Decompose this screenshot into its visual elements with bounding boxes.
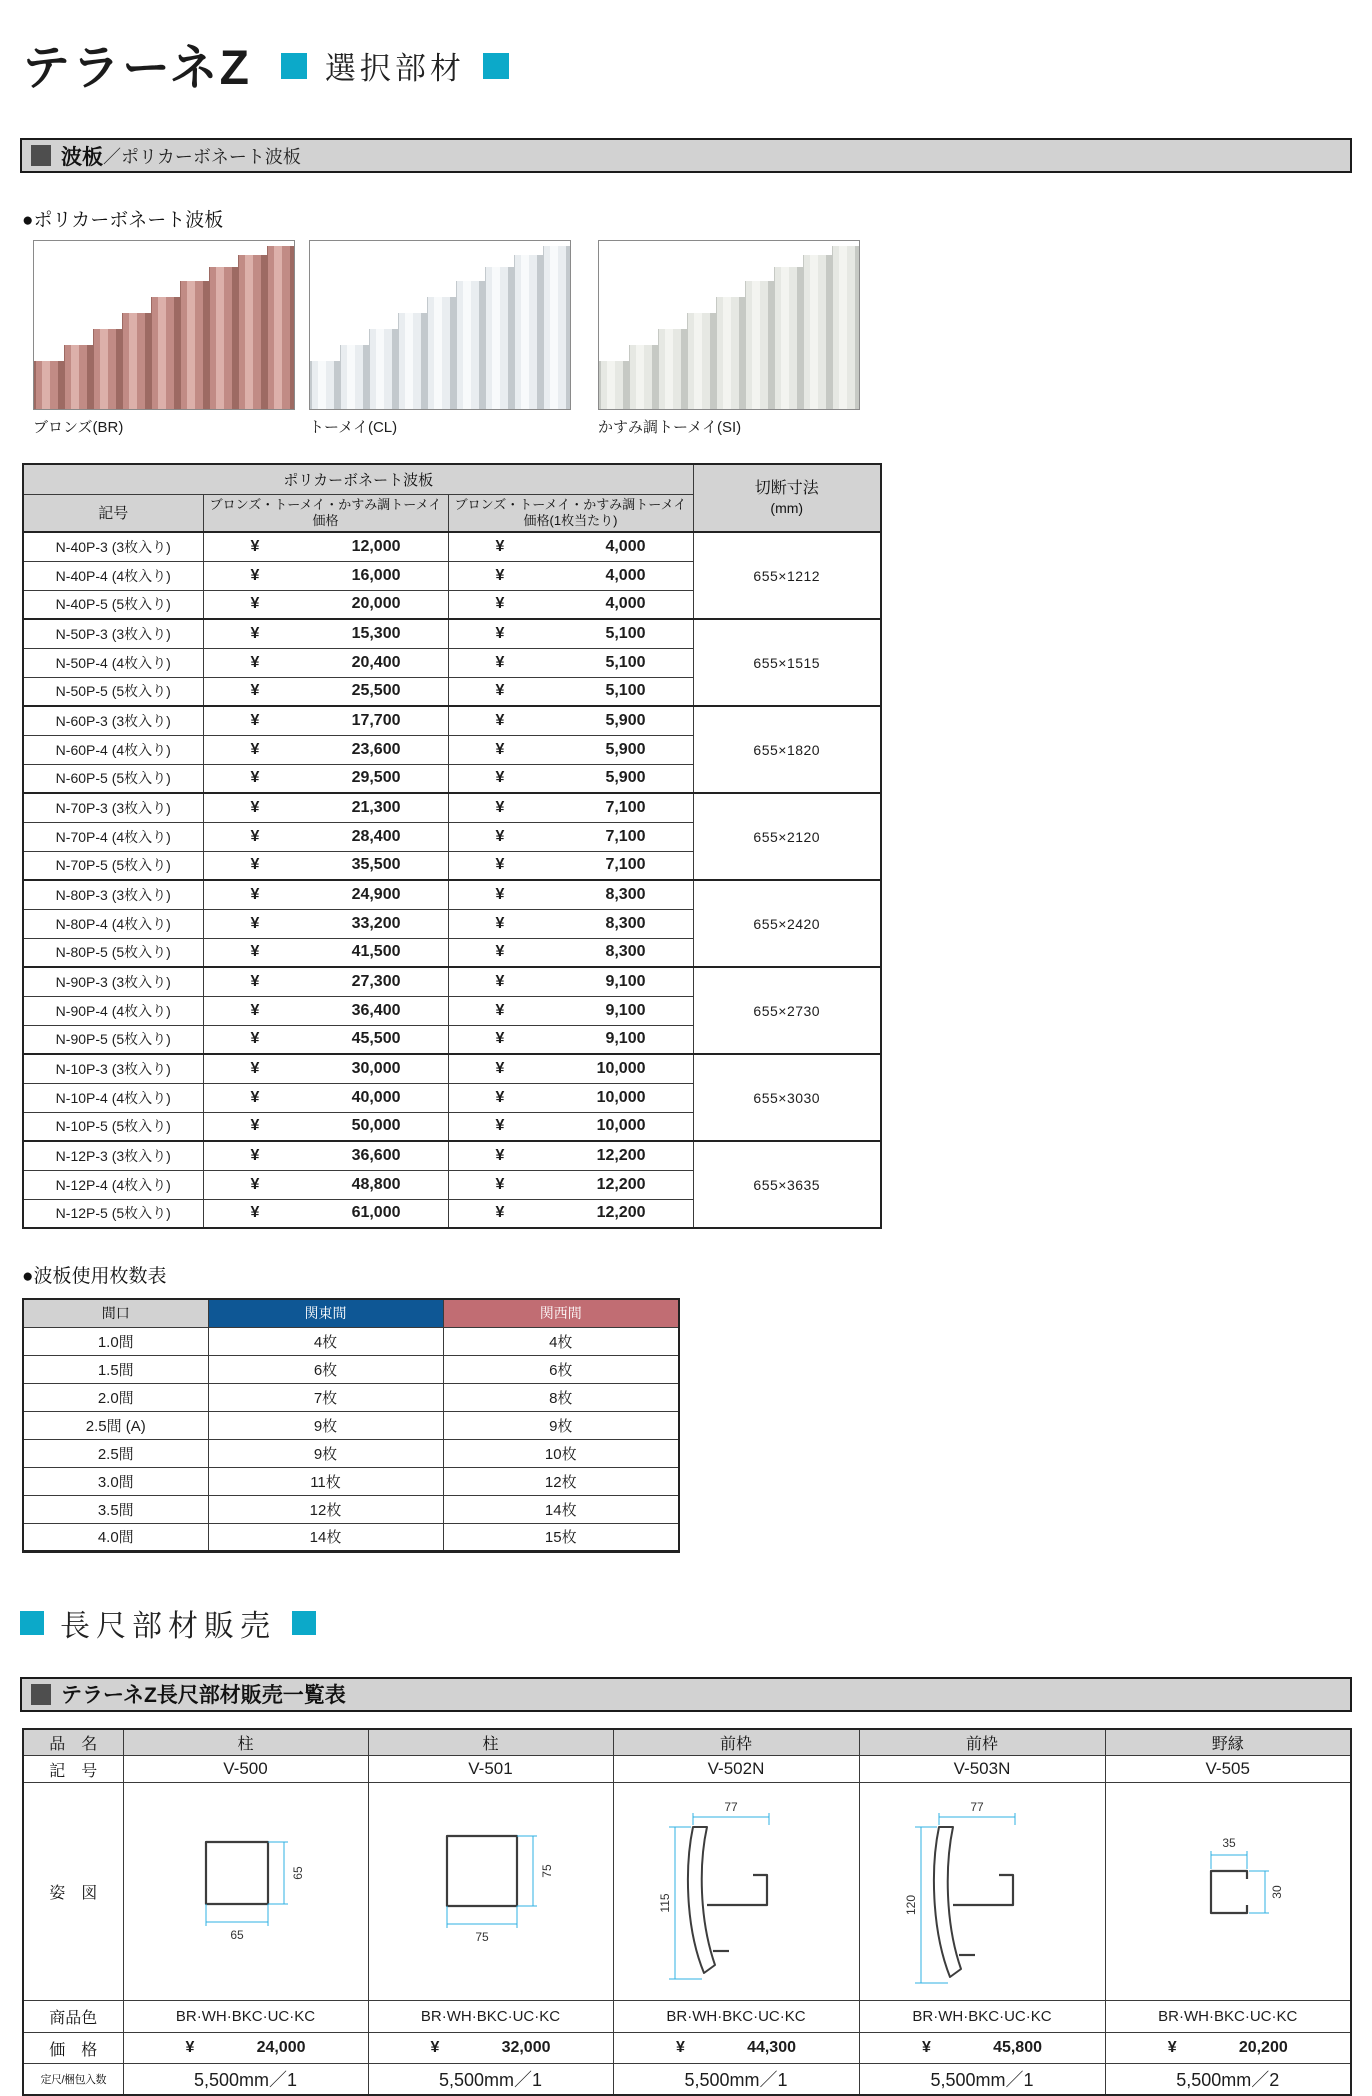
pack-price-value: ¥ 17,700 [203, 706, 448, 735]
price-table-row [23, 619, 881, 648]
unit-price-value: ¥ 4,000 [448, 590, 693, 619]
yen-sign: ¥ [495, 885, 505, 903]
usage-table-title: ●波板使用枚数表 [22, 1266, 167, 1287]
parts-table [22, 1728, 1352, 2096]
price-table-row [23, 1054, 881, 1083]
cut-size-value: 655×1515 [693, 619, 881, 706]
section-square-icon [31, 1684, 51, 1705]
yen-sign: ¥ [250, 798, 260, 816]
dim-width-label: 77 [724, 1799, 738, 1814]
cut-size-value: 655×2420 [693, 880, 881, 967]
yen-sign: ¥ [250, 972, 260, 990]
dim-height-label: 120 [904, 1894, 918, 1915]
swatch-row [33, 240, 1372, 437]
cut-size-header: 切断寸法 (mm) [693, 464, 881, 532]
unit-price-value: ¥ 9,100 [448, 996, 693, 1025]
price-header: ブロンズ・トーメイ・かすみ調トーメイ 価格 [203, 494, 448, 532]
price-table-group-header: ポリカーボネート波板 [23, 464, 693, 494]
kansai-count: 6枚 [443, 1355, 679, 1383]
yen-sign: ¥ [250, 885, 260, 903]
usage-table-body [23, 1327, 679, 1551]
product-code: N-60P-5 (5枚入り) [23, 764, 203, 793]
pack-price-value: ¥ 25,500 [203, 677, 448, 706]
pack-price-value: ¥ 48,800 [203, 1170, 448, 1199]
yen-sign: ¥ [250, 595, 260, 613]
price-table-row [23, 532, 881, 561]
dim-width-label: 65 [229, 1927, 244, 1942]
product-code: N-90P-5 (5枚入り) [23, 1025, 203, 1054]
unit-price-value: ¥ 8,300 [448, 909, 693, 938]
pack-price-value: ¥ 23,600 [203, 735, 448, 764]
yen-sign: ¥ [495, 827, 505, 845]
part-figure-v503n [859, 1783, 1105, 2001]
dim-height-label: 115 [658, 1892, 672, 1913]
pack-price-value: ¥ 30,000 [203, 1054, 448, 1083]
usage-table-row [23, 1523, 679, 1551]
corrugated-sheet-image [309, 240, 571, 410]
pack-price-value: ¥ 36,600 [203, 1141, 448, 1170]
cut-size-value: 655×1820 [693, 706, 881, 793]
yen-sign: ¥ [250, 537, 260, 555]
cut-size-value: 655×1212 [693, 532, 881, 619]
pack-price-value: ¥ 28,400 [203, 822, 448, 851]
pack-price-value: ¥ 40,000 [203, 1083, 448, 1112]
part-code: V-501 [368, 1756, 613, 1783]
product-code: N-12P-3 (3枚入り) [23, 1141, 203, 1170]
yen-sign: ¥ [250, 1088, 260, 1106]
unit-price-value: ¥ 8,300 [448, 938, 693, 967]
usage-table-row [23, 1467, 679, 1495]
kansai-count: 10枚 [443, 1439, 679, 1467]
unit-price-value: ¥ 5,100 [448, 648, 693, 677]
unit-price-value: ¥ 4,000 [448, 561, 693, 590]
part-name: 前枠 [613, 1729, 859, 1756]
pack-price-value: ¥ 24,900 [203, 880, 448, 909]
row-label-figure: 姿 図 [23, 1783, 123, 2001]
pack-price-value: ¥ 50,000 [203, 1112, 448, 1141]
kansai-count: 15枚 [443, 1523, 679, 1551]
pack-price-value: ¥ 45,500 [203, 1025, 448, 1054]
part-pack: 5,500mm／1 [123, 2064, 368, 2095]
pack-price-value: ¥ 33,200 [203, 909, 448, 938]
yen-sign: ¥ [250, 1030, 260, 1048]
span-value: 4.0間 [23, 1523, 208, 1551]
part-figure-v500 [123, 1783, 368, 2001]
part-colors: BR·WH·BKC·UC·KC [368, 2001, 613, 2033]
yen-sign: ¥ [250, 1204, 260, 1222]
yen-sign: ¥ [495, 566, 505, 584]
part-pack: 5,500mm／1 [613, 2064, 859, 2095]
part-name: 柱 [368, 1729, 613, 1756]
unit-price-value: ¥ 8,300 [448, 880, 693, 909]
part-code: V-500 [123, 1756, 368, 1783]
usage-col-kansai: 関西間 [443, 1299, 679, 1327]
yen-sign: ¥ [495, 624, 505, 642]
section-bar-long-parts [20, 1677, 1352, 1712]
yen-sign: ¥ [495, 653, 505, 671]
yen-sign: ¥ [250, 1175, 260, 1193]
product-code: N-90P-4 (4枚入り) [23, 996, 203, 1025]
accent-square-icon [483, 53, 509, 79]
yen-sign: ¥ [495, 943, 505, 961]
dim-width-label: 75 [474, 1929, 489, 1944]
page-title: テラーネZ [22, 41, 251, 95]
price-table [22, 463, 882, 1229]
kansai-count: 14枚 [443, 1495, 679, 1523]
swatch-bronze [33, 240, 295, 437]
span-value: 2.0間 [23, 1383, 208, 1411]
unit-price-value: ¥ 4,000 [448, 532, 693, 561]
unit-price-value: ¥ 10,000 [448, 1083, 693, 1112]
dim-height-label: 65 [290, 1865, 305, 1880]
span-value: 2.5間 (A) [23, 1411, 208, 1439]
product-code: N-40P-3 (3枚入り) [23, 532, 203, 561]
long-parts-title: 長尺部材販売 [60, 1609, 276, 1643]
kansai-count: 9枚 [443, 1411, 679, 1439]
unit-price-value: ¥ 12,200 [448, 1170, 693, 1199]
kanto-count: 9枚 [208, 1411, 443, 1439]
kanto-count: 6枚 [208, 1355, 443, 1383]
part-price: ¥ 32,000 [368, 2033, 613, 2064]
row-label-color: 商品色 [23, 2001, 123, 2033]
yen-sign: ¥ [495, 769, 505, 787]
price-table-row [23, 880, 881, 909]
part-code: V-503N [859, 1756, 1105, 1783]
usage-table-row [23, 1495, 679, 1523]
span-value: 3.5間 [23, 1495, 208, 1523]
product-code: N-10P-4 (4枚入り) [23, 1083, 203, 1112]
product-code: N-50P-3 (3枚入り) [23, 619, 203, 648]
product-code: N-70P-5 (5枚入り) [23, 851, 203, 880]
swatch-clear [309, 240, 571, 437]
span-value: 1.0間 [23, 1327, 208, 1355]
yen-sign: ¥ [495, 856, 505, 874]
corrugated-sheet-image [598, 240, 860, 410]
product-code: N-40P-5 (5枚入り) [23, 590, 203, 619]
yen-sign: ¥ [495, 1117, 505, 1135]
unit-price-value: ¥ 10,000 [448, 1054, 693, 1083]
yen-sign: ¥ [495, 1175, 505, 1193]
part-figure-v501 [368, 1783, 613, 2001]
usage-table-row [23, 1327, 679, 1355]
pack-price-value: ¥ 12,000 [203, 532, 448, 561]
yen-sign: ¥ [250, 769, 260, 787]
part-colors: BR·WH·BKC·UC·KC [613, 2001, 859, 2033]
swatch-label: トーメイ(CL) [309, 419, 398, 436]
usage-table [22, 1298, 680, 1553]
page-header [22, 34, 1372, 95]
span-value: 3.0間 [23, 1467, 208, 1495]
product-code: N-10P-5 (5枚入り) [23, 1112, 203, 1141]
unit-price-value: ¥ 12,200 [448, 1141, 693, 1170]
kanto-count: 11枚 [208, 1467, 443, 1495]
part-pack: 5,500mm／2 [1105, 2064, 1351, 2095]
part-pack: 5,500mm／1 [859, 2064, 1105, 2095]
yen-sign: ¥ [495, 1001, 505, 1019]
yen-sign: ¥ [250, 740, 260, 758]
product-code: N-50P-5 (5枚入り) [23, 677, 203, 706]
long-parts-bar-title: テラーネZ長尺部材販売一覧表 [61, 1684, 346, 1707]
unit-price-value: ¥ 5,900 [448, 764, 693, 793]
pack-price-value: ¥ 20,000 [203, 590, 448, 619]
usage-table-row [23, 1355, 679, 1383]
yen-sign: ¥ [495, 711, 505, 729]
accent-square-icon [281, 53, 307, 79]
unit-price-value: ¥ 7,100 [448, 793, 693, 822]
yen-sign: ¥ [495, 972, 505, 990]
unit-price-value: ¥ 5,100 [448, 677, 693, 706]
long-parts-heading [20, 1601, 1372, 1645]
part-name: 野縁 [1105, 1729, 1351, 1756]
swatch-label: ブロンズ(BR) [33, 419, 124, 436]
yen-sign: ¥ [495, 1088, 505, 1106]
dim-width-label: 77 [970, 1799, 984, 1814]
price-table-row [23, 967, 881, 996]
yen-sign: ¥ [495, 914, 505, 932]
pack-price-value: ¥ 29,500 [203, 764, 448, 793]
unit-price-value: ¥ 9,100 [448, 1025, 693, 1054]
yen-sign: ¥ [495, 1059, 505, 1077]
product-code: N-90P-3 (3枚入り) [23, 967, 203, 996]
row-label-name: 品 名 [23, 1729, 123, 1756]
part-price: ¥ 20,200 [1105, 2033, 1351, 2064]
pack-price-value: ¥ 61,000 [203, 1199, 448, 1228]
swatch-frost [598, 240, 860, 437]
yen-sign: ¥ [495, 798, 505, 816]
dim-height-label: 30 [1269, 1884, 1284, 1899]
part-code: V-502N [613, 1756, 859, 1783]
usage-col-span: 間口 [23, 1299, 208, 1327]
price-table-row [23, 1141, 881, 1170]
swatch-label: かすみ調トーメイ(SI) [598, 419, 742, 436]
pack-price-value: ¥ 36,400 [203, 996, 448, 1025]
row-label-price: 価 格 [23, 2033, 123, 2064]
part-name: 柱 [123, 1729, 368, 1756]
yen-sign: ¥ [250, 1146, 260, 1164]
product-code: N-60P-4 (4枚入り) [23, 735, 203, 764]
yen-sign: ¥ [250, 566, 260, 584]
part-price: ¥ 44,300 [613, 2033, 859, 2064]
dim-width-label: 35 [1222, 1835, 1236, 1850]
part-colors: BR·WH·BKC·UC·KC [1105, 2001, 1351, 2033]
unit-price-value: ¥ 5,900 [448, 706, 693, 735]
yen-sign: ¥ [250, 827, 260, 845]
product-code: N-70P-4 (4枚入り) [23, 822, 203, 851]
product-code: N-10P-3 (3枚入り) [23, 1054, 203, 1083]
row-label-code: 記 号 [23, 1756, 123, 1783]
product-code: N-12P-5 (5枚入り) [23, 1199, 203, 1228]
kanto-count: 7枚 [208, 1383, 443, 1411]
cut-size-value: 655×3030 [693, 1054, 881, 1141]
span-value: 1.5間 [23, 1355, 208, 1383]
unit-price-header: ブロンズ・トーメイ・かすみ調トーメイ 価格(1枚当たり) [448, 494, 693, 532]
corrugated-sheet-image [33, 240, 295, 410]
price-table-body [23, 532, 881, 1228]
product-code: N-80P-4 (4枚入り) [23, 909, 203, 938]
yen-sign: ¥ [250, 1001, 260, 1019]
product-code: N-80P-5 (5枚入り) [23, 938, 203, 967]
usage-table-row [23, 1439, 679, 1467]
unit-price-value: ¥ 7,100 [448, 822, 693, 851]
section-title: 波板 [61, 145, 103, 169]
unit-price-value: ¥ 9,100 [448, 967, 693, 996]
unit-price-value: ¥ 5,100 [448, 619, 693, 648]
yen-sign: ¥ [250, 653, 260, 671]
price-table-row [23, 793, 881, 822]
product-code: N-12P-4 (4枚入り) [23, 1170, 203, 1199]
unit-price-value: ¥ 12,200 [448, 1199, 693, 1228]
row-label-pack: 定尺/梱包入数 [23, 2064, 123, 2095]
yen-sign: ¥ [250, 856, 260, 874]
page-subtitle: 選択部材 [324, 50, 465, 86]
usage-col-kanto: 関東間 [208, 1299, 443, 1327]
kanto-count: 4枚 [208, 1327, 443, 1355]
yen-sign: ¥ [250, 711, 260, 729]
part-figure-v505 [1105, 1783, 1351, 2001]
cut-size-value: 655×2120 [693, 793, 881, 880]
part-colors: BR·WH·BKC·UC·KC [859, 2001, 1105, 2033]
accent-square-icon [20, 1611, 44, 1635]
kansai-count: 4枚 [443, 1327, 679, 1355]
cut-size-value: 655×3635 [693, 1141, 881, 1228]
product-code: N-50P-4 (4枚入り) [23, 648, 203, 677]
yen-sign: ¥ [250, 682, 260, 700]
product-code: N-70P-3 (3枚入り) [23, 793, 203, 822]
span-value: 2.5間 [23, 1439, 208, 1467]
part-pack: 5,500mm／1 [368, 2064, 613, 2095]
yen-sign: ¥ [495, 740, 505, 758]
cut-size-value: 655×2730 [693, 967, 881, 1054]
yen-sign: ¥ [495, 595, 505, 613]
unit-price-value: ¥ 7,100 [448, 851, 693, 880]
product-code: N-80P-3 (3枚入り) [23, 880, 203, 909]
part-figure-v502n [613, 1783, 859, 2001]
kanto-count: 9枚 [208, 1439, 443, 1467]
accent-square-icon [292, 1611, 316, 1635]
pack-price-value: ¥ 20,400 [203, 648, 448, 677]
pack-price-value: ¥ 35,500 [203, 851, 448, 880]
yen-sign: ¥ [495, 1030, 505, 1048]
price-table-row [23, 706, 881, 735]
product-code: N-60P-3 (3枚入り) [23, 706, 203, 735]
kansai-count: 8枚 [443, 1383, 679, 1411]
dim-height-label: 75 [539, 1863, 554, 1878]
part-price: ¥ 24,000 [123, 2033, 368, 2064]
part-colors: BR·WH·BKC·UC·KC [123, 2001, 368, 2033]
yen-sign: ¥ [250, 1059, 260, 1077]
kansai-count: 12枚 [443, 1467, 679, 1495]
section-subtitle: ／ポリカーボネート波板 [103, 146, 301, 167]
usage-table-row [23, 1411, 679, 1439]
part-price: ¥ 45,800 [859, 2033, 1105, 2064]
yen-sign: ¥ [495, 1146, 505, 1164]
usage-table-row [23, 1383, 679, 1411]
yen-sign: ¥ [495, 537, 505, 555]
pack-price-value: ¥ 21,300 [203, 793, 448, 822]
pack-price-value: ¥ 15,300 [203, 619, 448, 648]
kanto-count: 12枚 [208, 1495, 443, 1523]
part-name: 前枠 [859, 1729, 1105, 1756]
pack-price-value: ¥ 41,500 [203, 938, 448, 967]
yen-sign: ¥ [250, 914, 260, 932]
product-code: N-40P-4 (4枚入り) [23, 561, 203, 590]
pack-price-value: ¥ 16,000 [203, 561, 448, 590]
kanto-count: 14枚 [208, 1523, 443, 1551]
unit-price-value: ¥ 10,000 [448, 1112, 693, 1141]
code-header: 記号 [23, 494, 203, 532]
unit-price-value: ¥ 5,900 [448, 735, 693, 764]
swatch-list-title: ●ポリカーボネート波板 [22, 210, 224, 231]
yen-sign: ¥ [250, 1117, 260, 1135]
yen-sign: ¥ [495, 682, 505, 700]
section-bar-waveboard [20, 138, 1352, 173]
part-code: V-505 [1105, 1756, 1351, 1783]
pack-price-value: ¥ 27,300 [203, 967, 448, 996]
yen-sign: ¥ [250, 943, 260, 961]
yen-sign: ¥ [250, 624, 260, 642]
yen-sign: ¥ [495, 1204, 505, 1222]
section-square-icon [31, 145, 51, 166]
